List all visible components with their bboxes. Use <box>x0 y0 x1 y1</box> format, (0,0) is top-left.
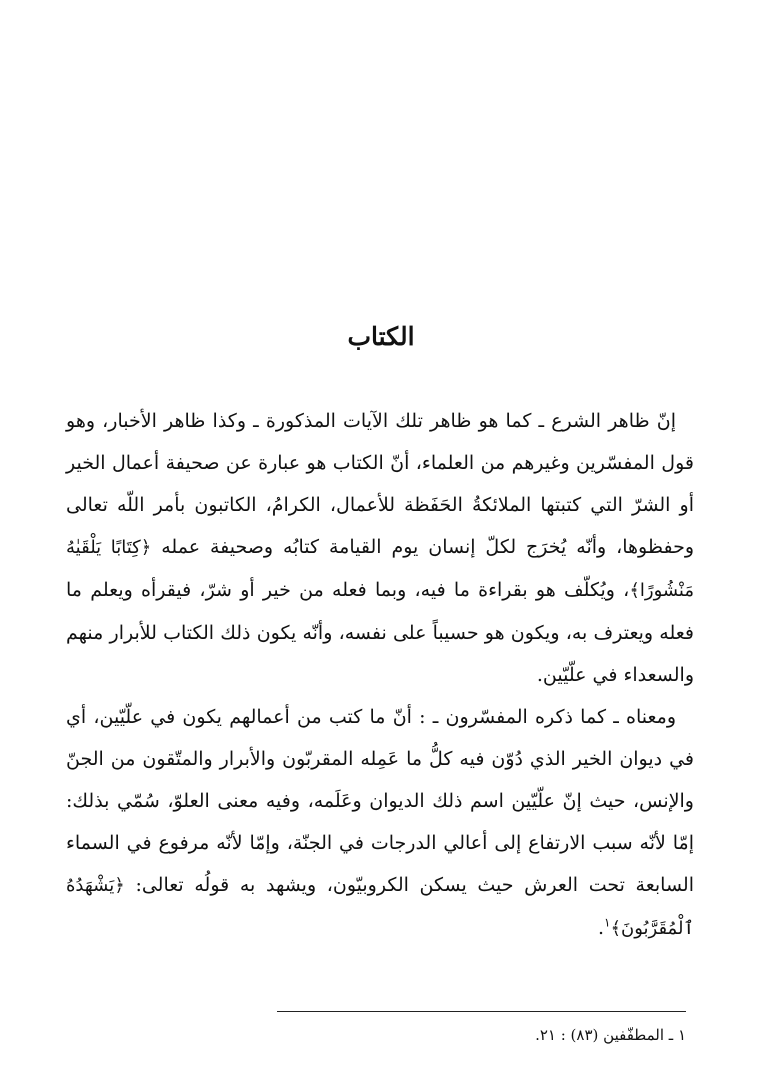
paragraph-1-continuation: ، ويُكلّف هو بقراءة ما فيه، وبما فعله من خير أو شرّ، فيقرأه ويعلم ما فعله ويعترف به، ويكون هو حسيباً على نفسه، وأنّه يكون ذلك الكتاب للأبرار منهم والسعداء في علّيّين. <box>66 579 694 686</box>
footnote-divider <box>277 1011 686 1012</box>
page-title: الكتاب <box>347 322 415 351</box>
main-text <box>66 400 694 950</box>
quran-verse: ﴿يَشْهَدُهُ ٱلْمُقَرَّبُونَ﴾ <box>66 875 694 939</box>
footnote-marker[interactable]: ١ <box>603 915 611 930</box>
footnote: ١ ـ المطفّفين (٨٣) : ٢١. <box>535 1026 686 1044</box>
paragraph-2-text: ومعناه ـ كما ذكره المفسّرون ـ : أنّ ما كتب من أعمالهم يكون في علّيّين، أي في ديوان الخير الذي دُوّن فيه كلُّ ما عَمِله المقربّون والأبرار والمتّقون من الجنّ والإنس، حيث إنّ علّيّين اسم ذلك الديوان وعَلَمه، وفيه معنى العلوّ، سُمّي بذلك: إمّا لأنّه سبب الارتفاع إلى أعالي الدرجات في الجنّة، وإمّا لأنّه مرفوع في السماء السابعة تحت العرش حيث يسكن الكروبيّون، ويشهد به قولُه تعالى: <box>66 706 694 896</box>
paragraph-1-text: إنّ ظاهر الشرع ـ كما هو ظاهر تلك الآيات المذكورة ـ وكذا ظاهر الأخبار، وهو قول المفسّرين وغيرهم من العلماء، أنّ الكتاب هو عبارة عن صحيفة أعمال الخير أو الشرّ التي كتبتها الملائكةُ الحَفَظة للأعمال، الكرامُ، الكاتبون بأمر اللّه تعالى وحفظوها، وأنّه يُخرَج لكلّ إنسان يوم القيامة كتابُه وصحيفة عمله <box>66 410 694 558</box>
quran-verse: ﴿كِتَابًا يَلْقَيٰهُ مَنْشُورًا﴾ <box>66 537 694 601</box>
paragraph-1 <box>66 400 694 696</box>
paragraph-2-end: . <box>597 917 604 939</box>
paragraph-2 <box>66 696 694 950</box>
